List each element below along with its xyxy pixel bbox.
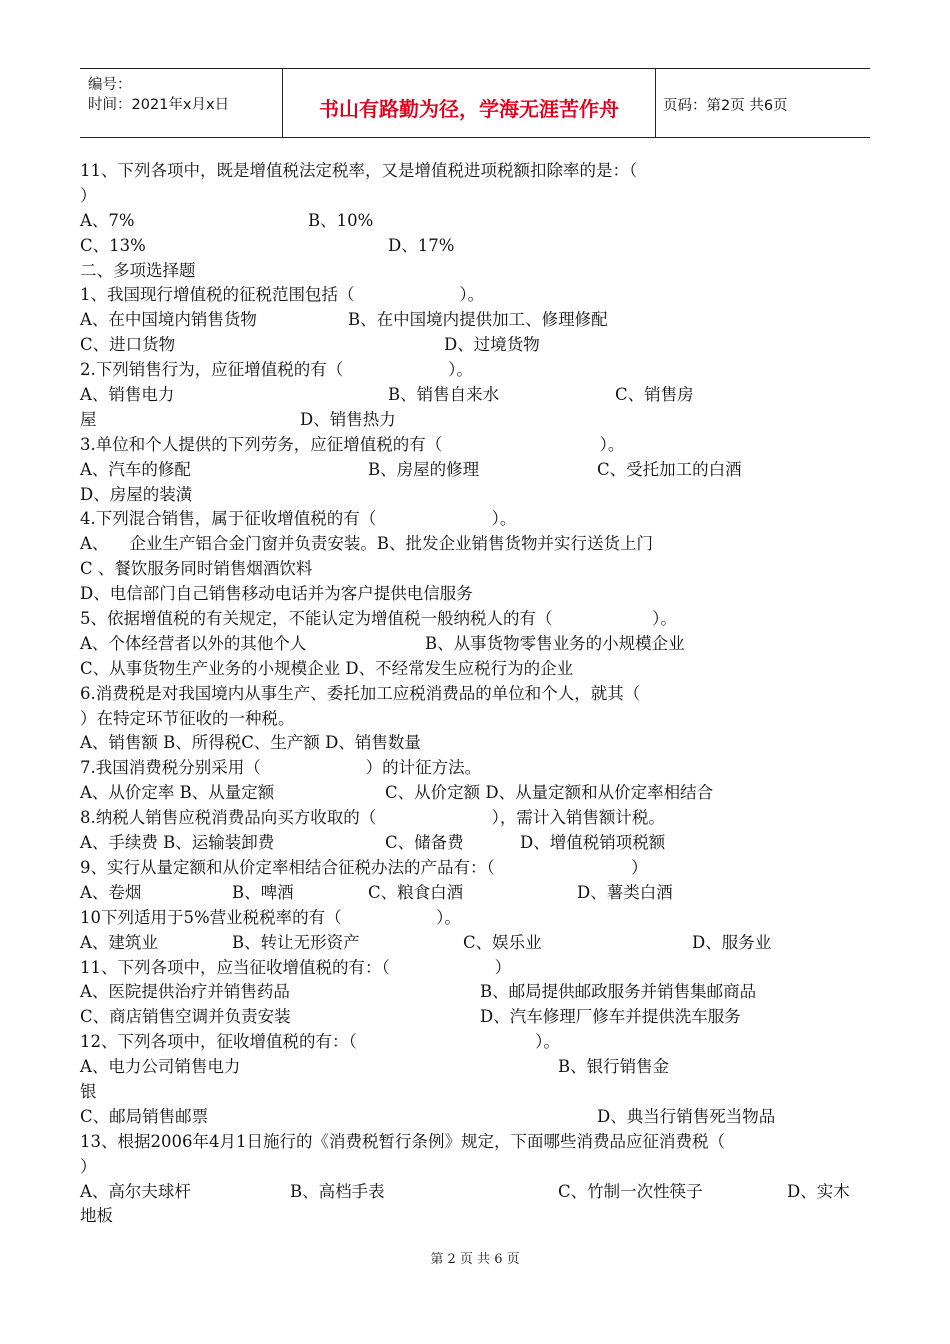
line-text: A、从价定率 B、从量定额	[80, 783, 275, 803]
option-text: C、粮食白酒	[368, 882, 464, 902]
text-line	[80, 1155, 875, 1180]
option-text: B、销售自来水	[388, 385, 500, 405]
line-text: 7.我国消费税分别采用（ ）的计征方法。	[80, 758, 482, 778]
option-text: C、竹制一次性筷子	[558, 1181, 703, 1201]
option-text: D、销售热力	[300, 409, 396, 429]
option-text: D、汽车修理厂修车并提供洗车服务	[480, 1007, 741, 1027]
line-text: ）	[80, 1156, 97, 1176]
text-line	[80, 557, 875, 582]
line-text: C、进口货物	[80, 335, 176, 355]
line-text: 地板	[80, 1206, 113, 1226]
option-text: C、销售房	[615, 385, 694, 405]
text-line	[80, 607, 875, 632]
text-line	[80, 1055, 875, 1080]
option-text: B、10%	[308, 210, 374, 230]
line-text: ）在特定环节征收的一种税。	[80, 708, 295, 728]
text-line	[80, 931, 875, 956]
text-line	[80, 956, 875, 981]
text-line	[80, 159, 875, 184]
page-header	[80, 68, 870, 138]
text-line	[80, 756, 875, 781]
option-text: B、从事货物零售业务的小规模企业	[425, 633, 685, 653]
line-text: 10下列适用于5%营业税税率的有（ ）。	[80, 907, 461, 927]
text-line	[80, 856, 875, 881]
text-line	[80, 358, 875, 383]
option-text: B、转让无形资产	[232, 932, 360, 952]
option-text: D、增值税销项税额	[520, 833, 666, 853]
line-text: 9、实行从量定额和从价定率相结合征税办法的产品有：（ ）	[80, 857, 648, 877]
header-motto-cell	[282, 69, 656, 137]
text-line	[80, 1080, 875, 1105]
option-text: C、受托加工的白酒	[597, 459, 742, 479]
line-text: A、个体经营者以外的其他个人	[80, 633, 307, 653]
document-date-label: 时间：2021年x月x日	[88, 97, 230, 113]
option-text: B、在中国境内提供加工、修理修配	[348, 310, 608, 330]
text-line	[80, 259, 875, 284]
option-text: D、过境货物	[444, 335, 540, 355]
text-line	[80, 458, 875, 483]
option-text: D、17%	[388, 235, 455, 255]
line-text: A、汽车的修配	[80, 459, 191, 479]
line-text: 6.消费税是对我国境内从事生产、委托加工应税消费品的单位和个人，就其（	[80, 683, 641, 703]
line-text: D、电信部门自己销售移动电话并为客户提供电信服务	[80, 584, 473, 604]
header-info-cell	[80, 69, 280, 137]
text-line	[80, 383, 875, 408]
option-text: D、服务业	[692, 932, 772, 952]
line-text: C、从事货物生产业务的小规模企业 D、不经常发生应税行为的企业	[80, 658, 574, 678]
text-line	[80, 433, 875, 458]
text-line	[80, 184, 875, 209]
line-text: 11、下列各项中，应当征收增值税的有：（ ）	[80, 957, 512, 977]
text-line	[80, 632, 875, 657]
text-line	[80, 731, 875, 756]
text-line	[80, 483, 875, 508]
text-line	[80, 408, 875, 433]
text-line	[80, 333, 875, 358]
line-text: 12、下列各项中，征收增值税的有：（ ）。	[80, 1032, 560, 1052]
line-text: A、电力公司销售电力	[80, 1057, 241, 1077]
header-page-number: 页码：第2页 共6页	[663, 98, 788, 114]
line-text: 13、根据2006年4月1日施行的《消费税暂行条例》规定，下面哪些消费品应征消费税（	[80, 1131, 725, 1151]
line-text: A、卷烟	[80, 882, 142, 902]
line-text: A、医院提供治疗并销售药品	[80, 982, 290, 1002]
text-line	[80, 906, 875, 931]
text-line	[80, 283, 875, 308]
text-line	[80, 806, 875, 831]
line-text: 2.下列销售行为，应征增值税的有（ ）。	[80, 360, 473, 380]
text-line	[80, 881, 875, 906]
line-text: A、7%	[80, 210, 135, 230]
line-text: 屋	[80, 409, 97, 429]
option-text: B、啤酒	[232, 882, 294, 902]
page-footer: 第 2 页 共 6 页	[430, 1252, 520, 1267]
text-line	[80, 532, 875, 557]
text-line	[80, 308, 875, 333]
line-text: 11、下列各项中，既是增值税法定税率，又是增值税进项税额扣除率的是：（	[80, 161, 638, 180]
line-text: A、销售额 B、所得税C、生产额 D、销售数量	[80, 733, 421, 753]
option-text: C、娱乐业	[463, 932, 542, 952]
text-line	[80, 682, 875, 707]
line-text: 5、依据增值税的有关规定，不能认定为增值税一般纳税人的有（ ）。	[80, 609, 677, 629]
option-text: B、银行销售金	[558, 1057, 670, 1077]
text-line	[80, 781, 875, 806]
text-line	[80, 1005, 875, 1030]
option-text: C、从价定额 D、从量定额和从价定率相结合	[385, 783, 714, 803]
question-list	[80, 159, 875, 1229]
text-line	[80, 1130, 875, 1155]
text-line	[80, 980, 875, 1005]
line-text: C、邮局销售邮票	[80, 1106, 209, 1126]
text-line	[80, 209, 875, 234]
line-text: C、13%	[80, 235, 146, 255]
line-text: C 、餐饮服务同时销售烟酒饮料	[80, 559, 313, 579]
line-text: A、建筑业	[80, 932, 158, 952]
text-line	[80, 1204, 875, 1229]
line-text: 1、我国现行增值税的征税范围包括（ ）。	[80, 285, 485, 305]
option-text: B、高档手表	[290, 1181, 385, 1201]
option-text: D、薯类白酒	[577, 882, 673, 902]
line-text: D、房屋的装潢	[80, 484, 193, 504]
text-line	[80, 234, 875, 259]
line-text: A、在中国境内销售货物	[80, 310, 257, 330]
option-text: D、实木	[787, 1181, 850, 1201]
option-text: B、房屋的修理	[368, 459, 480, 479]
text-line	[80, 1030, 875, 1055]
text-line	[80, 657, 875, 682]
line-text: A、手续费 B、运输装卸费	[80, 833, 275, 853]
line-text: A、 企业生产铝合金门窗并负责安装。B、批发企业销售货物并实行送货上门	[80, 534, 654, 554]
line-text: 银	[80, 1081, 97, 1101]
option-text: B、邮局提供邮政服务并销售集邮商品	[480, 982, 757, 1002]
text-line	[80, 1180, 875, 1205]
option-text: C、储备费	[385, 833, 464, 853]
line-text: 4.下列混合销售，属于征收增值税的有（ ）。	[80, 509, 517, 529]
text-line	[80, 582, 875, 607]
header-page-cell	[655, 69, 870, 137]
line-text: 3.单位和个人提供的下列劳务，应征增值税的有（ ）。	[80, 434, 625, 454]
text-line	[80, 707, 875, 732]
line-text: 8.纳税人销售应税消费品向买方收取的（ ），需计入销售额计税。	[80, 808, 665, 828]
header-motto: 书山有路勤为径，学海无涯苦作舟	[319, 97, 619, 121]
option-text: D、典当行销售死当物品	[597, 1106, 776, 1126]
text-line	[80, 1105, 875, 1130]
line-text: C、商店销售空调并负责安装	[80, 1007, 291, 1027]
document-number-label: 编号：	[88, 77, 132, 93]
line-text: 二、多项选择题	[80, 260, 196, 280]
line-text: A、销售电力	[80, 385, 175, 405]
line-text: A、高尔夫球杆	[80, 1181, 191, 1201]
line-text: ）	[80, 185, 97, 205]
text-line	[80, 831, 875, 856]
text-line	[80, 507, 875, 532]
